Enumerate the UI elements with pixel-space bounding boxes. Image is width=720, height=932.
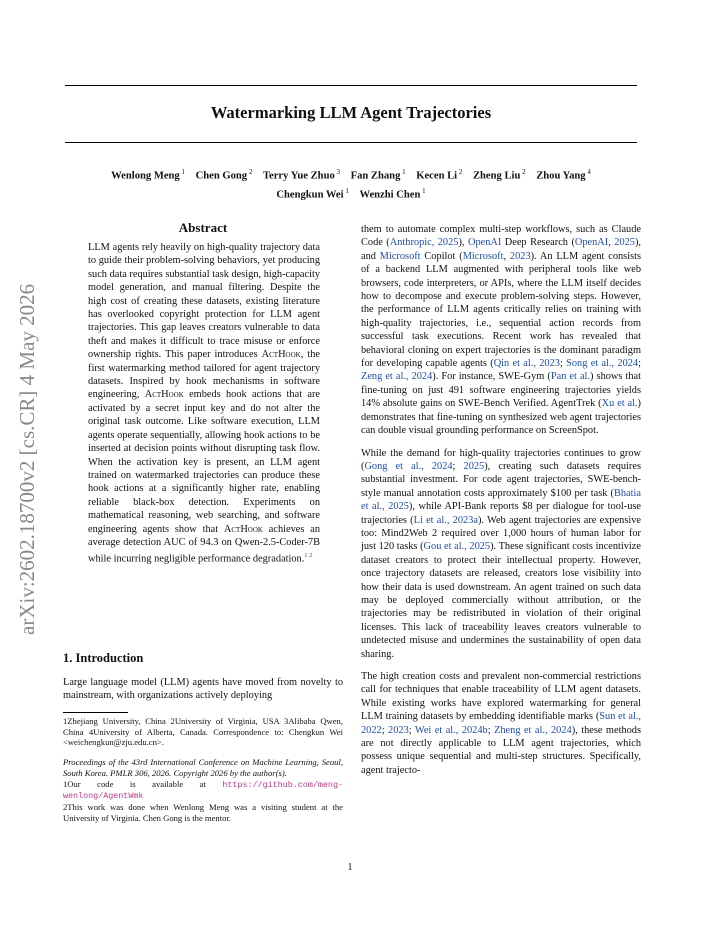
method-name: ActHook — [223, 523, 263, 535]
footnote-code-prefix: 1Our code is available at — [63, 778, 223, 789]
footnotes — [63, 716, 343, 823]
section-heading-introduction: 1. Introduction — [63, 651, 144, 665]
author-affiliation-mark: 2 — [247, 168, 253, 176]
author-line-2 — [65, 184, 637, 203]
title-rule-bottom — [65, 142, 637, 143]
abstract-footnote-marks: 1 2 — [304, 552, 313, 560]
method-name: ActHook — [144, 389, 184, 401]
citation-link[interactable]: 2023 — [388, 724, 409, 736]
intro-right-paragraph-3: The high creation costs and prevalent non-commercial restrictions call for techniques that enable traceability of LLM agent datasets. While existing works have explored watermarking for general LLM training datasets by embedding identifiable marks (Sun et al., 2022; 2023; Wei et al., 2024b; Zheng et al., 2024), these methods are not directly applicable to LLM agent trajectories, which possess unique sequential and multi-step structures. Specifically, agent trajecto- — [361, 671, 642, 776]
citation-link[interactable]: 2025 — [614, 237, 635, 249]
footnote-affiliations: 1Zhejiang University, China 2University of Virginia, USA 3Alibaba Qwen, China 4University of Alberta, Canada. Correspondence to: Chengkun Wei <weichengkun@zju.edu.cn>. — [63, 716, 343, 748]
citation-link[interactable]: Li et al., 2023a — [413, 514, 478, 526]
author-name: Terry Yue Zhuo — [262, 170, 335, 182]
footnote-proceedings: Proceedings of the 43rd International Conference on Machine Learning, Seoul, South Korea. PMLR 306, 2026. Copyright 2026 by the author(s). — [63, 757, 343, 778]
abstract-text — [88, 241, 320, 566]
author-affiliation-mark: 2 — [457, 168, 463, 176]
citation-link[interactable]: Anthropic, 2025 — [389, 237, 459, 249]
footnote-code — [63, 779, 343, 802]
citation-link[interactable]: Zeng et al., 2024 — [361, 371, 433, 383]
citation-link[interactable]: 2023 — [509, 250, 531, 262]
paper-title: Watermarking LLM Agent Trajectories — [210, 103, 492, 122]
author-name: Zhou Yang — [536, 170, 586, 182]
author-name: Chengkun Wei — [276, 189, 344, 201]
author-affiliation-mark: 1 — [179, 168, 185, 176]
citation-link[interactable]: Gong et al., 2024 — [364, 460, 453, 472]
footnote-rule — [63, 712, 128, 713]
citation-link[interactable]: Xu et al. — [601, 398, 638, 410]
citation-link[interactable]: Sun et al., 2022 — [361, 711, 642, 736]
intro-right-paragraph-1: them to automate complex multi-step workflows, such as Claude Code (Anthropic, 2025), OpenAI Deep Research (OpenAI, 2025), and Microsoft Copilot (Microsoft, 2023). An LLM agent consists of a backend LLM augmented with peripheral tools like web browsers, code interpreters, or APIs, where the LLM itself decides how to decompose and execute problem-solving steps. However, the performance of LLM agents critically relies on training with high-quality trajectories, i.e., sequential action records from successful task executions. Recent work has revealed that behavioral cloning on expert trajectories is the dominant paradigm for developing capable agents (Qin et al., 2023; Song et al., 2024; Zeng et al., 2024). For instance, SWE-Gym (Pan et al.) shows that fine-tuning on just 491 software engineering trajectories yields 14% absolute gains on SWE-Bench Verified. AgentTrek (Xu et al.) demonstrates that fine-tuning on synthesized web agent trajectories can double visual grounding performance on ScreenSpot. — [361, 224, 642, 437]
code-url-link[interactable]: https://github.com/meng-wenlong/AgentWmk — [63, 779, 343, 802]
citation-link[interactable]: OpenAI — [467, 237, 502, 249]
author-line-1 — [65, 165, 637, 184]
citation-link[interactable]: 2025 — [463, 460, 485, 472]
citation-link[interactable]: Bhatia et al., 2025 — [361, 487, 641, 513]
author-name: Wenlong Meng — [111, 170, 180, 182]
abstract-body: LLM agents rely heavily on high-quality trajectory data to guide their problem-solving behaviors, yet producing such data requires substantial task design, high-capacity model generation, and manual filtering. Despite the high cost of creating these datasets, existing literature has overlooked copyright protection for LLM agent trajectories. This gap leaves creators vulnerable to data theft and makes it difficult to trace misuse or enforce ownership rights. This paper introduces ActHook, the first watermarking method tailored for agent trajectory datasets. Inspired by hook mechanisms in software engineering, ActHook embeds hook actions that are activated by a secret input key and do not alter the original task outcome. Like software execution, LLM agents operate sequentially, allowing hook actions to be inserted at decision points without disrupting task flow. When the activation key is present, an LLM agent trained on watermarked trajectories can produce these hook actions at a significantly higher rate, enabling reliable black-box detection. Experiments on mathematical reasoning, web searching, and software engineering agents show that ActHook achieves an average detection AUC of 94.3 on Qwen-2.5-Coder-7B while incurring negligible performance degradation. — [88, 242, 320, 565]
title-rule-top — [65, 85, 637, 86]
method-name: ActHook — [261, 349, 301, 361]
arxiv-identifier: arXiv:2602.18700v2 [cs.CR] 4 May 2026 — [15, 283, 39, 635]
footnote-visit: 2This work was done when Wenlong Meng was a visiting student at the University of Virginia. Chen Gong is the mentor. — [63, 801, 343, 823]
author-name: Chen Gong — [195, 170, 248, 182]
author-affiliation-mark: 1 — [343, 186, 349, 195]
citation-link[interactable]: Microsoft — [379, 250, 421, 262]
intro-right-paragraph-2: While the demand for high-quality trajectories continues to grow (Gong et al., 2024; 2025), creating such datasets requires substantial investment. For code agent trajectories, SWE-bench-style manual annotation costs approximately $100 per task (Bhatia et al., 2025), while API-Bank reports $8 per dialogue for tool-use trajectories (Li et al., 2023a). Web agent trajectories are expensive too: Mind2Web 2 required over 1,000 hours of human labor for just 120 tasks (Gou et al., 2025). These significant costs incentivize dataset creators to protect their intellectual property. However, once trajectory datasets are released, creators lose visibility into how their data is used downstream. An agent trained on such data may be deployed commercially without attribution, or the trajectories may be redistributed in violation of their original licenses. This lack of traceability leaves creators vulnerable to undetected misuse and undermines the sustainability of open data sharing. — [361, 447, 641, 660]
citation-link[interactable]: Gou et al., 2025 — [423, 541, 491, 553]
citation-link[interactable]: OpenAI — [574, 237, 609, 249]
page-number: 1 — [347, 862, 353, 873]
citation-link[interactable]: Song et al., 2024 — [566, 358, 639, 370]
author-name: Zheng Liu — [472, 170, 521, 182]
author-affiliation-mark: 1 — [400, 168, 406, 176]
citation-link[interactable]: Qin et al., 2023 — [493, 358, 560, 370]
intro-left-paragraph: Large language model (LLM) agents have moved from novelty to mainstream, with organizations actively deploying — [63, 677, 343, 702]
citation-link[interactable]: Zheng et al., 2024 — [494, 724, 572, 736]
author-list — [65, 165, 637, 202]
citation-link[interactable]: Wei et al., 2024b — [414, 724, 488, 736]
author-affiliation-mark: 1 — [420, 186, 426, 195]
abstract-heading: Abstract — [178, 220, 228, 235]
citation-link[interactable]: Pan et al. — [550, 371, 591, 383]
right-column — [361, 223, 641, 786]
author-name: Fan Zhang — [350, 170, 401, 182]
author-name: Wenzhi Chen — [359, 189, 421, 201]
author-affiliation-mark: 3 — [334, 168, 341, 176]
author-affiliation-mark: 4 — [585, 168, 591, 176]
author-affiliation-mark: 2 — [520, 168, 526, 176]
author-name: Kecen Li — [416, 170, 458, 182]
citation-link[interactable]: Microsoft — [462, 250, 504, 262]
